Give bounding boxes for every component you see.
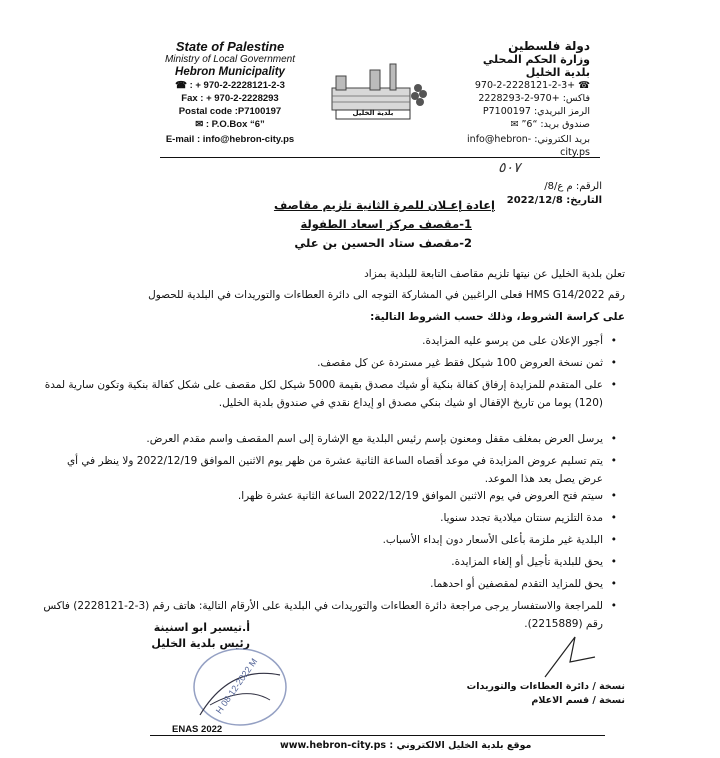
signature-scribble <box>540 632 600 686</box>
reference-date: التاريخ: 2022/12/8 <box>506 195 602 206</box>
intro-line-1: تعلن بلدية الخليل عن نيتها تلزيم مقاصف التابعة للبلدية بمزاد <box>364 268 625 280</box>
copy-recipient: نسخة / دائرة العطاءات والتوريدات <box>466 681 625 692</box>
condition-item: • يرسل العرض بمغلف مقفل ومعنون بإسم رئيس البلدية مع الإشارة إلى اسم المقصف واسم مقدم العرض. <box>43 430 617 448</box>
fax-en: Fax : + 970-2-2228293 <box>181 93 279 104</box>
ministry-name-en: Ministry of Local Government <box>164 54 296 65</box>
email-ar: بريد الكتروني: info@hebron-city.ps <box>467 134 590 158</box>
stamp-date: H 08-12-2022 M <box>213 656 260 716</box>
header-arabic <box>455 40 590 159</box>
canteen-item-1: 1-مقصف مركز اسعاد الطفولة <box>300 217 472 231</box>
intro-line-2: رقم HMS G14/2022 فعلى الراغبين في المشاركة التوجه الى دائرة العطاءات والتوريدات في البلدية للحصول <box>148 289 625 301</box>
postal-ar: الرمز البريدي: P7100197 <box>482 106 590 117</box>
condition-item: • البلدية غير ملزمة بأعلى الأسعار دون إبداء الأسباب. <box>43 531 617 549</box>
condition-item: • سيتم فتح العروض في يوم الاثنين الموافق 2022/12/19 الساعة الثانية عشرة ظهرا. <box>43 487 617 505</box>
author-initials: ENAS 2022 <box>172 724 223 735</box>
ministry-name-ar: وزارة الحكم المحلي <box>482 53 590 66</box>
phone-ar: ☎ +970-2-2228121-2-3 <box>474 80 590 91</box>
intro-line-3: على كراسة الشروط، وذلك حسب الشروط التالية: <box>370 311 625 323</box>
copy-recipient: نسخة / قسم الاعلام <box>531 695 625 706</box>
reference-number: الرقم: م ع/8/ <box>544 181 602 192</box>
fax-ar: فاكس: +970-2-2228293 <box>478 93 590 104</box>
announcement-title: إعادة إعـلان للمرة الثانية تلزيم مقاصف <box>273 198 495 212</box>
handwritten-number: ٥٠٧ <box>498 160 521 176</box>
footer-website: موقع بلدية الخليل الالكتروني : www.hebron-city.ps <box>280 740 532 751</box>
postal-en: Postal code :P7100197 <box>178 106 282 117</box>
condition-item: • على المتقدم للمزايدة إرفاق كفالة بنكية أو شيك مصدق بقيمة 5000 شيكل لكل مقصف على شكل كفالة بنكية وتكون سارية لمدة (120) يوما من تاريخ الإقفال او شيك بنكي مصدق او إيداع نقدي في صندوق بلدية الخليل. <box>43 376 617 412</box>
email-en: E-mail : info@hebron-city.ps <box>165 134 295 145</box>
pobox-en: ✉ : P.O.Box “6” <box>195 119 265 130</box>
condition-item: • يحق للمزايد التقدم لمقصفين أو احدهما. <box>43 575 617 593</box>
phone-en: ☎ : + 970-2-2228121-2-3 <box>175 80 285 91</box>
condition-item: • مدة التلزيم سنتان ميلادية تجدد سنويا. <box>43 509 617 527</box>
footer-divider <box>150 735 605 736</box>
municipality-name-en: Hebron Municipality <box>175 66 285 78</box>
pobox-ar: صندوق بريد: “6” ✉ <box>510 119 590 130</box>
condition-item: • ثمن نسخة العروض 100 شيكل فقط غير مستردة عن كل مقصف. <box>43 354 617 372</box>
condition-item: • للمراجعة والاستفسار يرجى مراجعة دائرة العطاءات والتوريدات في البلدية على الأرقام التالية: هاتف رقم (3-2-2228121) فاكس رقم (2215889). <box>43 597 617 633</box>
header-divider <box>160 157 600 158</box>
condition-item: • أجور الإعلان على من يرسو عليه المزايدة. <box>43 332 617 350</box>
condition-item: • يحق للبلدية تأجيل أو إلغاء المزايدة. <box>43 553 617 571</box>
logo-caption: بلدية الخليل <box>352 109 394 117</box>
municipality-name-ar: بلدية الخليل <box>525 66 590 79</box>
reference-block <box>507 180 602 208</box>
copies-list <box>467 680 625 708</box>
state-name-ar: دولة فلسطين <box>508 39 590 53</box>
header-english <box>150 40 310 146</box>
condition-item: • يتم تسليم عروض المزايدة في موعد أقصاه الساعة الثانية عشرة من ظهر يوم الاثنين الموافق 2022/12/19 ولا ينظر في أي عرض يصل بعد هذا الموعد. <box>43 452 617 488</box>
signatory-role: رئيس بلدية الخليل <box>151 637 250 650</box>
state-name-en: State of Palestine <box>175 39 285 54</box>
municipality-logo <box>330 58 430 120</box>
signatory-name: أ.تيسير ابو اسنينة <box>153 621 250 634</box>
canteen-item-2: 2-مقصف ستاد الحسين بن علي <box>294 236 472 250</box>
official-stamp <box>190 645 290 730</box>
